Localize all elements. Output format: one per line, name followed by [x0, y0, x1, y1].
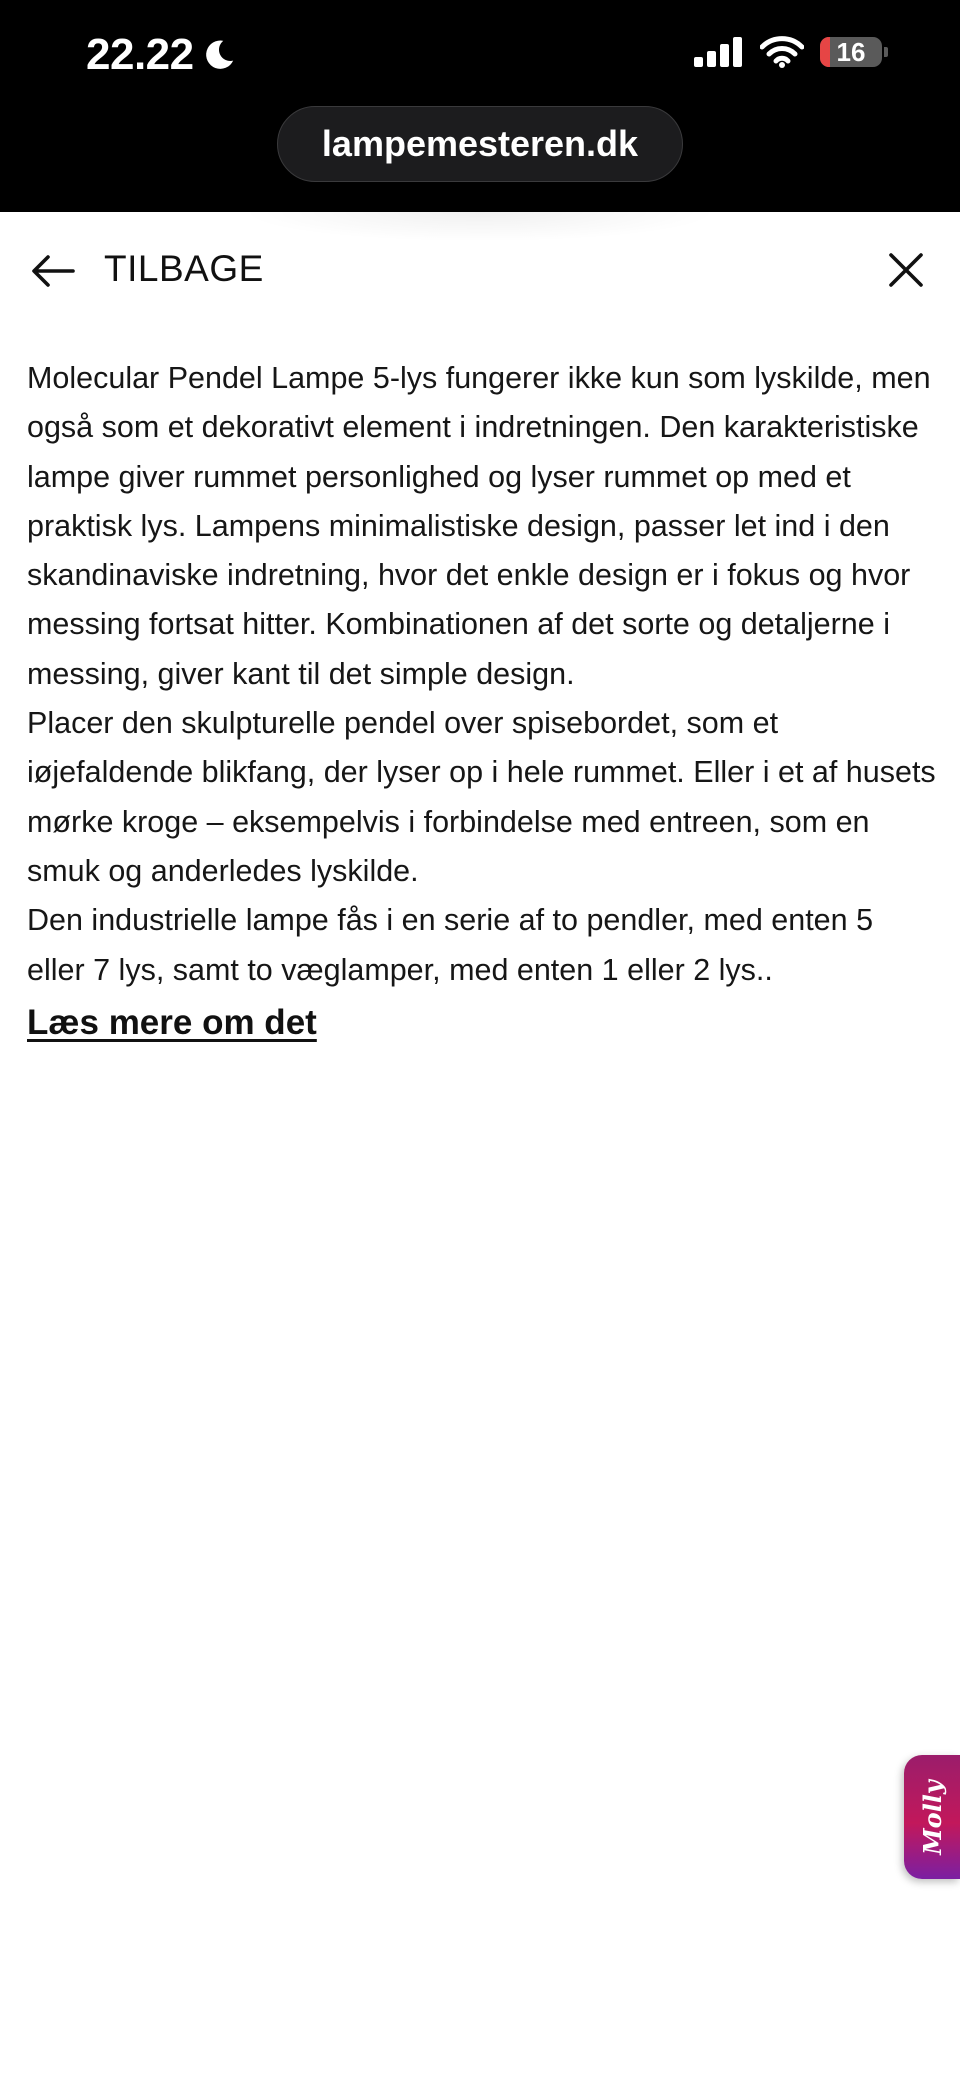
clock-text: 22.22 — [86, 30, 194, 79]
cellular-signal-icon — [694, 37, 744, 67]
status-time — [86, 30, 236, 80]
battery-level: 16 — [836, 37, 866, 67]
status-bar — [0, 0, 960, 212]
arrow-left-icon — [31, 254, 75, 288]
battery-icon — [820, 37, 882, 67]
moon-icon — [202, 37, 236, 73]
description-paragraph-2: Placer den skulpturelle pendel over spisebordet, som et iøjefaldende blikfang, der lyser op i hele rummet. Eller i et af husets mørke kroge – eksempelvis i forbindelse med entreen, som en smuk og anderledes lyskilde. — [27, 706, 936, 888]
chat-widget-button[interactable] — [904, 1755, 960, 1879]
product-description — [27, 354, 937, 1049]
nav-row — [0, 212, 960, 328]
battery-fill — [820, 37, 830, 67]
battery-nub — [884, 47, 888, 57]
address-bar[interactable] — [277, 106, 683, 182]
close-icon — [888, 252, 924, 288]
back-label[interactable]: TILBAGE — [104, 248, 264, 289]
back-button[interactable] — [28, 246, 78, 296]
chat-widget-label: Molly — [917, 1779, 947, 1855]
close-button[interactable] — [880, 244, 932, 296]
read-more-link[interactable]: Læs mere om det — [27, 1002, 317, 1042]
description-paragraph-1: Molecular Pendel Lampe 5-lys fungerer ikke kun som lyskilde, men også som et dekorativt element i indretningen. Den karakteristiske lampe giver rummet personlighed og lyser rummet op med et praktisk lys. Lampens minimalistiske design, passer let ind i den skandinaviske indretning, hvor det enkle design er i fokus og hvor messing fortsat hitter. Kombinationen af det sorte og detaljerne i messing, giver kant til det simple design. — [27, 361, 931, 691]
system-icons — [694, 36, 888, 68]
url-text: lampemesteren.dk — [321, 123, 639, 164]
wifi-icon — [760, 36, 804, 68]
description-paragraph-3: Den industrielle lampe fås i en serie af to pendler, med enten 5 eller 7 lys, samt to væglamper, med enten 1 eller 2 lys.. — [27, 903, 874, 987]
